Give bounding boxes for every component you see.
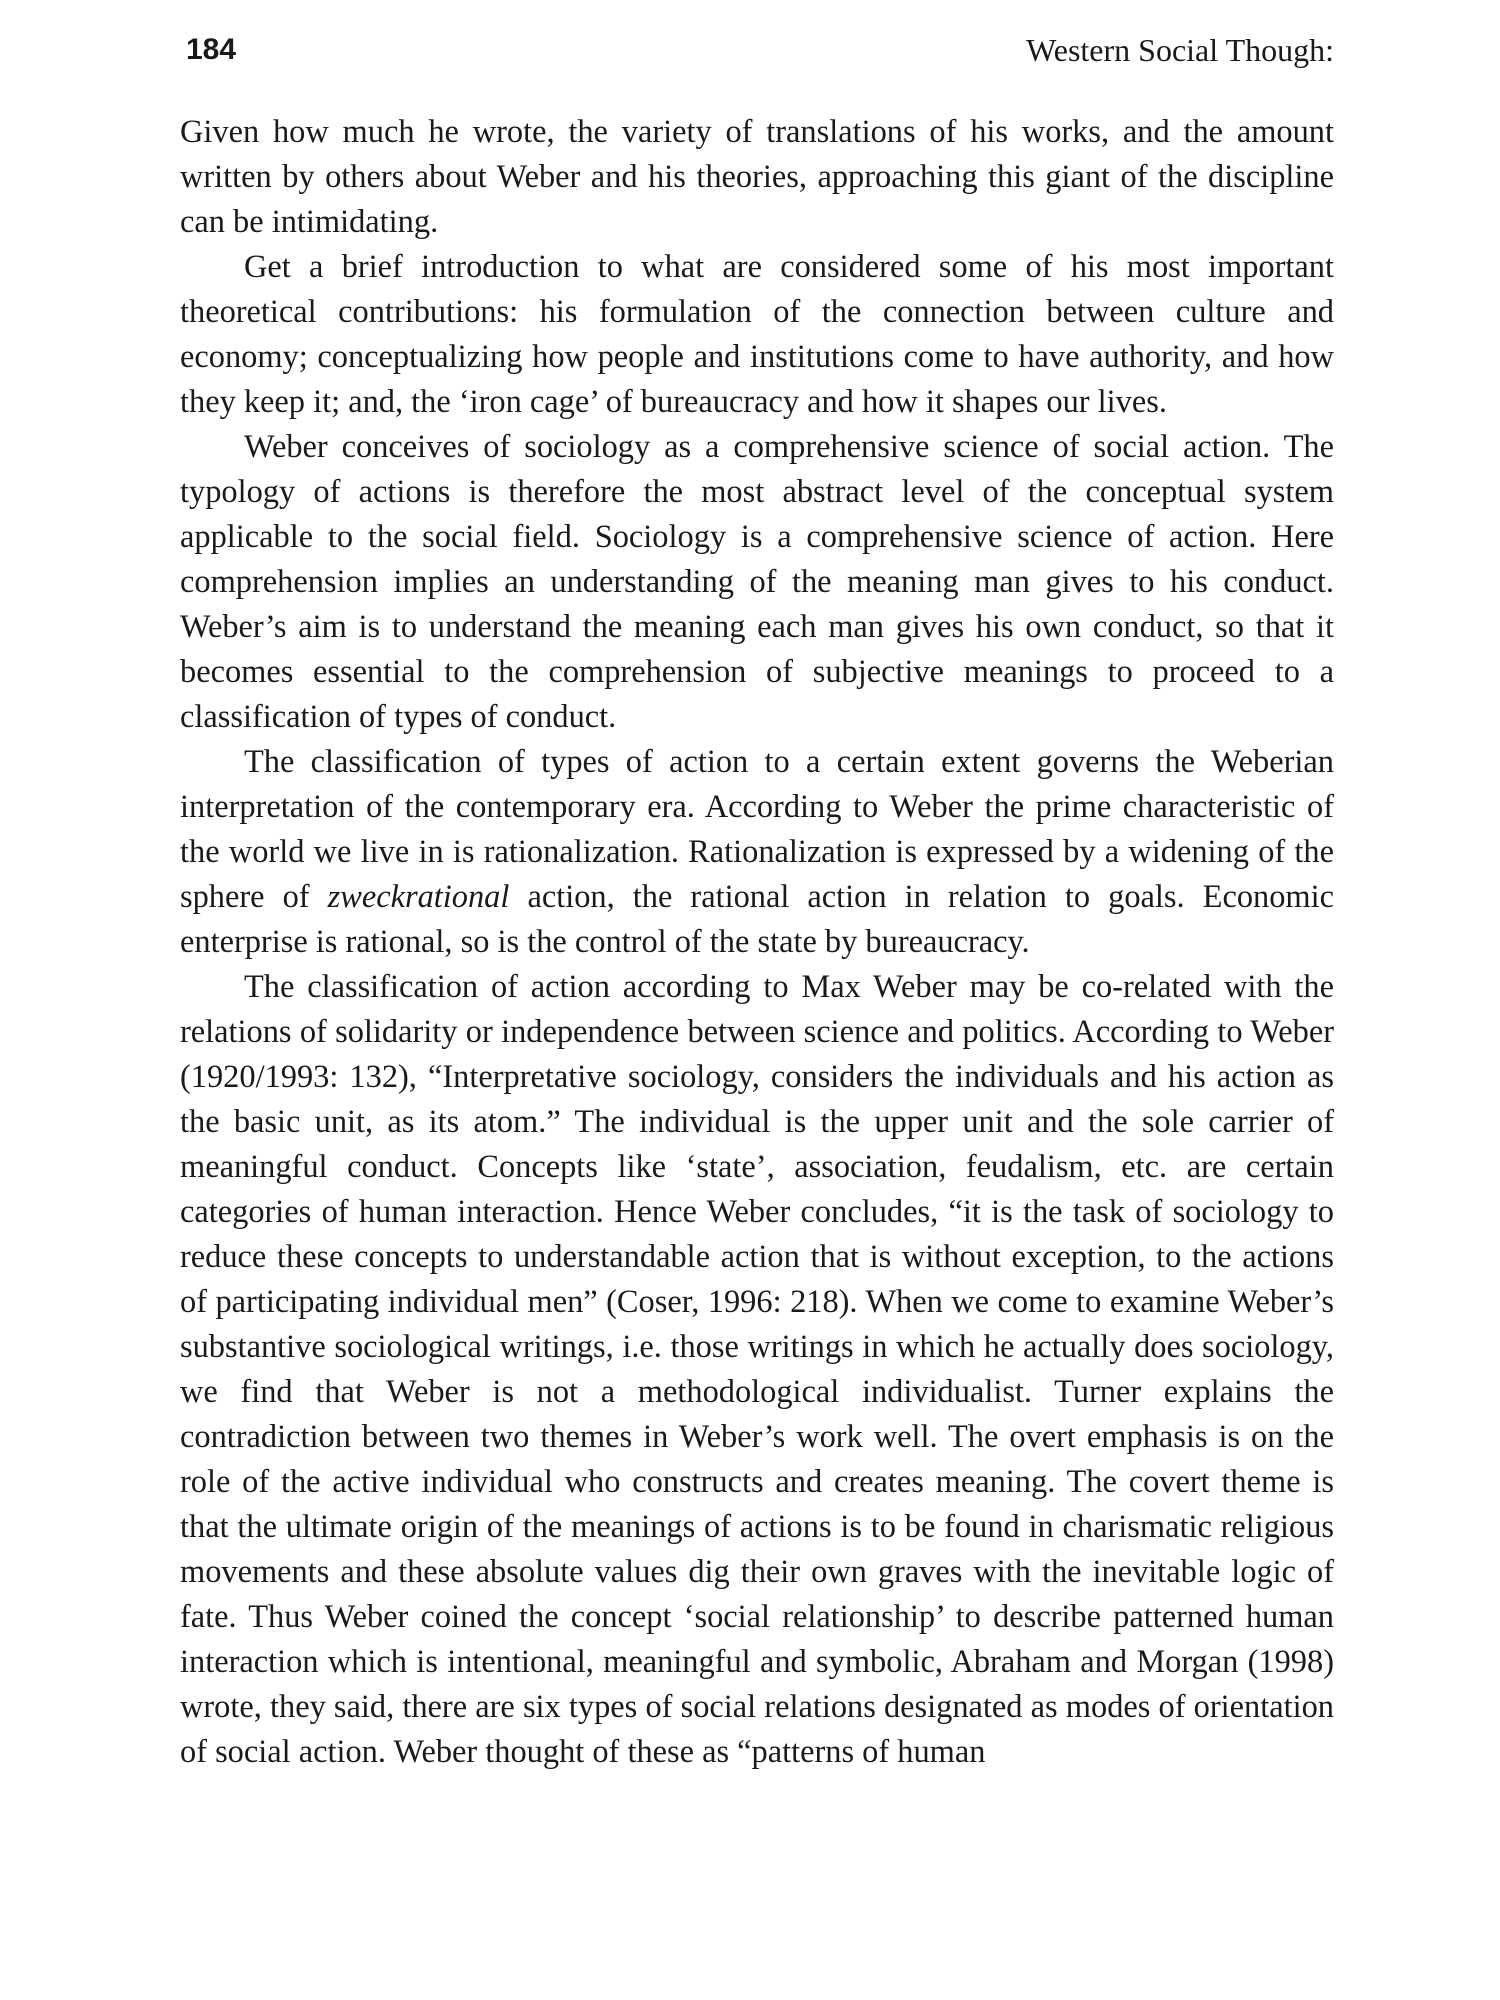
paragraph-2-text: Get a brief introduction to what are considered some of his most important theoretical contributions: his formulation of the connection between culture and economy; conceptualizing how people and institutions come to have authority, and how they keep it; and, the ‘iron cage’ of bureaucracy and how it shapes our lives. [180, 249, 1334, 420]
running-title: Western Social Though: [1026, 32, 1334, 68]
paragraph-4-text-before: The classification of types of action to a certain extent governs the Weberian interpretation of the contemporary era. According to Weber the prime characteristic of the world we live in is rationalization. Rationalization is expressed by a widening of the sphere of [180, 744, 1334, 915]
page-number: 184 [186, 33, 237, 66]
paragraph-4-italic-term: zweckrational [327, 879, 510, 915]
body-text [180, 110, 1334, 1775]
paragraph-2 [180, 245, 1334, 425]
paragraph-3-text: Weber conceives of sociology as a comprehensive science of social action. The typology of actions is therefore the most abstract level of the conceptual system applicable to the social field. Sociology is a comprehensive science of action. Here comprehension implies an understanding of the meaning man gives to his conduct. Weber’s aim is to understand the meaning each man gives his own conduct, so that it becomes essential to the comprehension of subjective meanings to proceed to a classification of types of conduct. [180, 429, 1334, 735]
paragraph-5-text: The classification of action according to Max Weber may be co-related with the relations of solidarity or independence between science and politics. According to Weber (1920/1993: 132), “Interpretative sociology, considers the individuals and his action as the basic unit, as its atom.” The individual is the upper unit and the sole carrier of meaningful conduct. Concepts like ‘state’, association, feudalism, etc. are certain categories of human interaction. Hence Weber concludes, “it is the task of sociology to reduce these concepts to understandable action that is without exception, to the actions of participating individual men” (Coser, 1996: 218). When we come to examine Weber’s substantive sociological writings, i.e. those writings in which he actually does sociology, we find that Weber is not a methodological individualist. Turner explains the contradiction between two themes in Weber’s work well. The overt emphasis is on the role of the active individual who constructs and creates meaning. The covert theme is that the ultimate origin of the meanings of actions is to be found in charismatic religious movements and these absolute values dig their own graves with the inevitable logic of fate. Thus Weber coined the concept ‘social relationship’ to describe patterned human interaction which is intentional, meaningful and symbolic, Abraham and Morgan (1998) wrote, they said, there are six types of social relations designated as modes of orientation of social action. Weber thought of these as “patterns of human [180, 969, 1334, 1770]
paragraph-1-text: Given how much he wrote, the variety of translations of his works, and the amount written by others about Weber and his theories, approaching this giant of the discipline can be intimidating. [180, 114, 1334, 240]
paragraph-4 [180, 740, 1334, 965]
paragraph-5 [180, 965, 1334, 1775]
paragraph-3 [180, 425, 1334, 740]
running-head [186, 30, 1334, 70]
paragraph-4-text-after: action, the rational action in relation to goals. Economic enterprise is rational, so is the control of the state by bureaucracy. [180, 879, 1334, 960]
paragraph-1 [180, 110, 1334, 245]
